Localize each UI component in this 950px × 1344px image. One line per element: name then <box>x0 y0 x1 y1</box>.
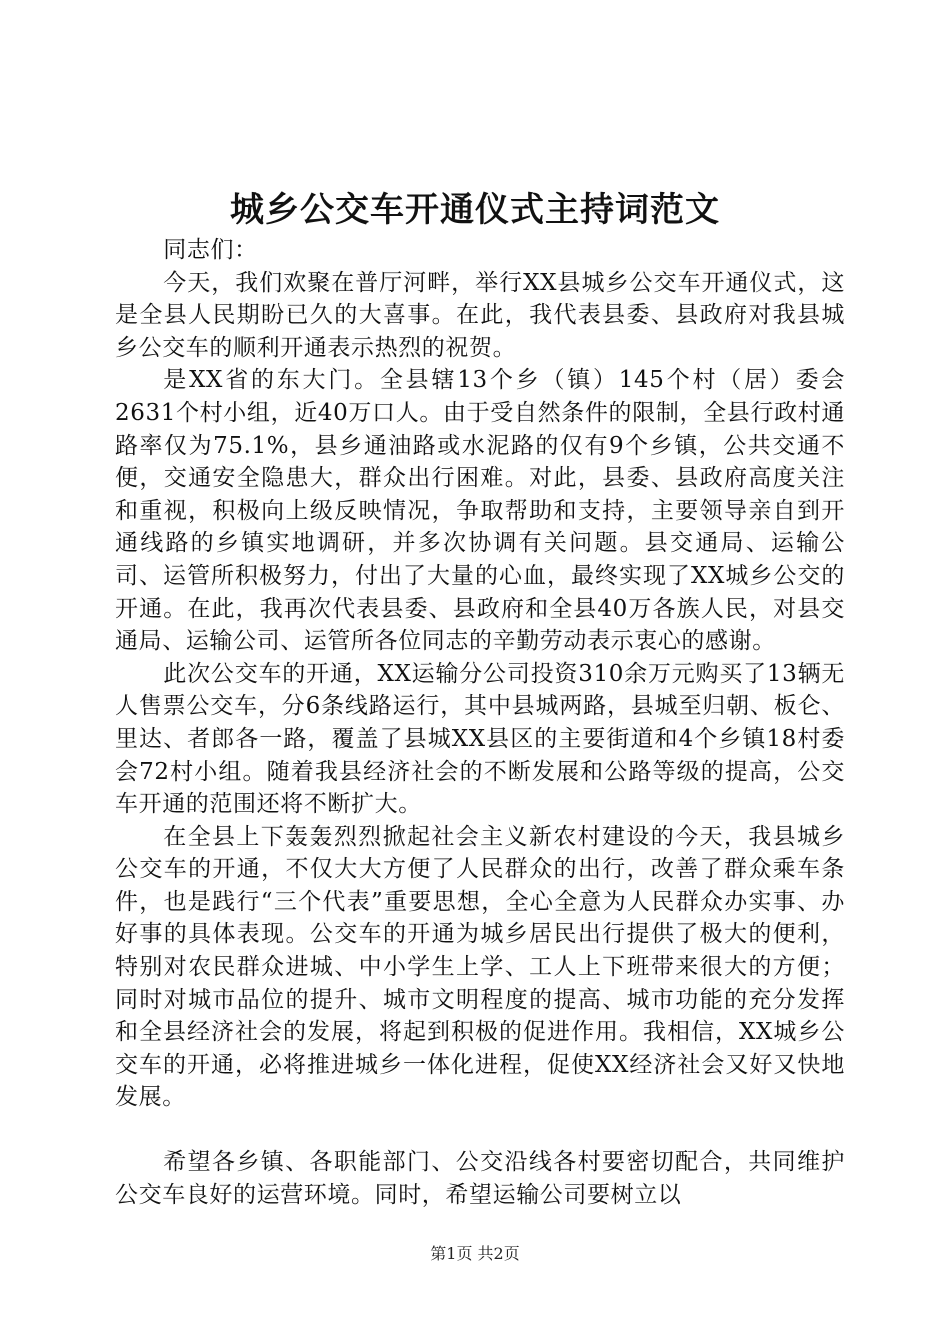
salutation: 同志们： <box>163 237 258 263</box>
page-title: 城乡公交车开通仪式主持词范文 <box>230 190 720 230</box>
paragraph: 此次公交车的开通，XX运输分公司投资310余万元购买了13辆无人售票公交车，分6条线路运行，其中县城两路，县城至归朝、板仑、里达、者郎各一路，覆盖了县城XX县区的主要街道和4个乡镇18村委会72村小组。随着我县经济社会的不断发展和公路等级的提高，公交车开通的范围还将不断扩大。 <box>115 660 845 818</box>
page-footer: 第1页 共2页 <box>430 1244 520 1263</box>
paragraph: 在全县上下轰轰烈烈掀起社会主义新农村建设的今天，我县城乡公交车的开通，不仅大大方便了人民群众的出行，改善了群众乘车条件，也是践行“三个代表”重要思想，全心全意为人民群众办实事、办好事的具体表现。公交车的开通为城乡居民出行提供了极大的便利，特别对农民群众进城、中小学生上学、工人上下班带来很大的方便；同时对城市品位的提升、城市文明程度的提高、城市功能的充分发挥和全县经济社会的发展，将起到积极的促进作用。我相信，XX城乡公交车的开通，必将推进城乡一体化进程，促使XX经济社会又好又快地发展。 <box>115 823 845 1111</box>
paragraph: 希望各乡镇、各职能部门、公交沿线各村要密切配合，共同维护公交车良好的运营环境。同时，希望运输公司要树立以 <box>115 1149 845 1208</box>
document-body <box>115 234 845 1211</box>
paragraph: 今天，我们欢聚在普厅河畔，举行XX县城乡公交车开通仪式，这是全县人民期盼已久的大喜事。在此，我代表县委、县政府对我县城乡公交车的顺利开通表示热烈的祝贺。 <box>115 269 845 361</box>
paragraph: 是XX省的东大门。全县辖13个乡（镇）145个村（居）委会2631个村小组，近40万口人。由于受自然条件的限制，全县行政村通路率仅为75.1%，县乡通油路或水泥路的仅有9个乡镇，公共交通不便，交通安全隐患大，群众出行困难。对此，县委、县政府高度关注和重视，积极向上级反映情况，争取帮助和支持，主要领导亲自到开通线路的乡镇实地调研，并多次协调有关问题。县交通局、运输公司、运管所积极努力，付出了大量的心血，最终实现了XX城乡公交的开通。在此，我再次代表县委、县政府和全县40万各族人民，对县交通局、运输公司、运管所各位同志的辛勤劳动表示衷心的感谢。 <box>115 367 845 655</box>
